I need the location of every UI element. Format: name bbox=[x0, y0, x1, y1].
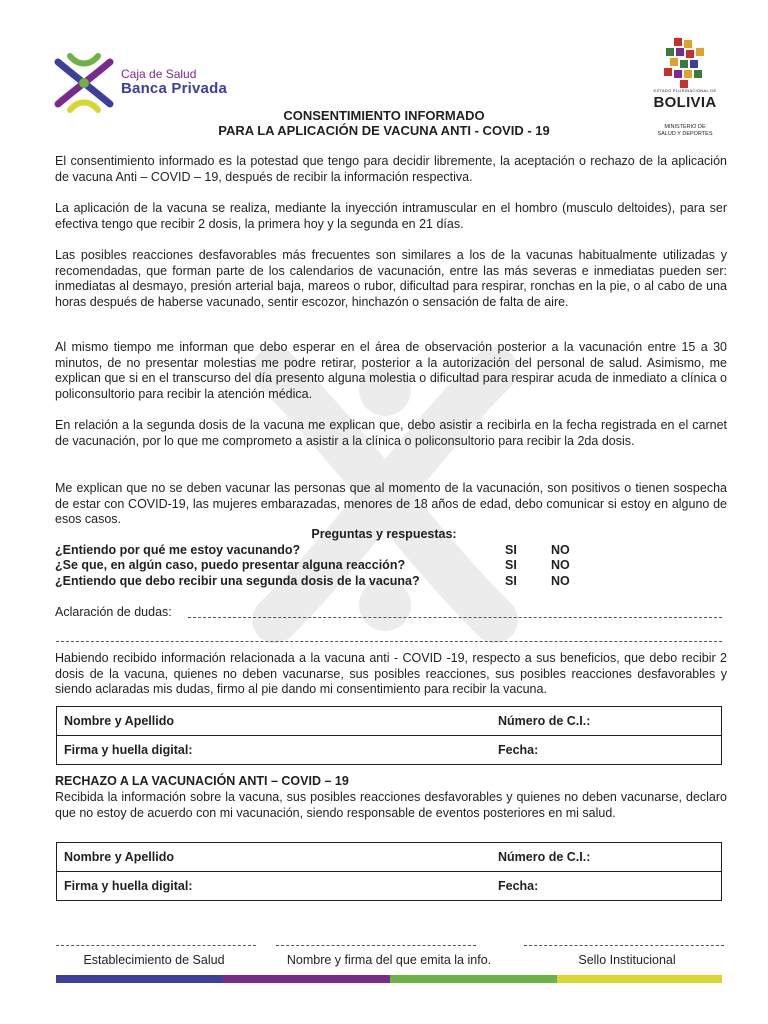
consent-ci-field[interactable]: Número de C.I.: bbox=[491, 707, 722, 736]
brand-subtitle: Caja de Salud bbox=[121, 67, 197, 81]
paragraph-observation: Al mismo tiempo me informan que debo esperar en el área de observación posterior a la vacunación entre 15 a 30 minutos, de no presentar molestias me podre retirar, posterior a la autorización del personal de salud. Asimismo, me explican que si en el transcurso del día presento alguna molestia o dificultad para respirar acuda de inmediato a clínica o policonsultorio para recibir la atención médica. bbox=[55, 340, 727, 401]
question-3: ¿Entiendo que debo recibir una segunda dosis de la vacuna? bbox=[55, 574, 420, 588]
question-2-no[interactable]: NO bbox=[551, 558, 570, 572]
rejection-title: RECHAZO A LA VACUNACIÓN ANTI – COVID – 19 bbox=[55, 774, 349, 788]
signature-line-seal[interactable] bbox=[524, 945, 724, 946]
gov-ministry-line1: MINISTERIO DE bbox=[664, 124, 706, 130]
question-2: ¿Se que, en algún caso, puedo presentar alguna reacción? bbox=[55, 558, 406, 572]
footer-bar-green bbox=[390, 975, 557, 983]
signature-label-seal: Sello Institucional bbox=[578, 953, 676, 967]
document-title-line2: PARA LA APLICACIÓN DE VACUNA ANTI - COVID - 19 bbox=[218, 123, 550, 138]
gov-name: BOLIVIA bbox=[653, 94, 717, 111]
bolivia-emblem-icon bbox=[662, 38, 708, 88]
doubts-label: Aclaración de dudas: bbox=[55, 605, 172, 619]
rejection-form-table bbox=[56, 842, 722, 901]
consent-signature-field[interactable]: Firma y huella digital: bbox=[57, 736, 492, 765]
signature-label-issuer: Nombre y firma del que emita la info. bbox=[286, 953, 492, 967]
question-3-yes[interactable]: SI bbox=[505, 574, 517, 588]
paragraph-intro: El consentimiento informado es la potestad que tengo para decidir libremente, la aceptación o rechazo de la aplicación de vacuna Anti – COVID – 19, después de recibir la información respectiva. bbox=[55, 154, 727, 184]
brand-title: Banca Privada bbox=[121, 80, 227, 97]
consent-paragraph: Habiendo recibido información relacionada a la vacuna anti - COVID -19, respecto a sus beneficios, que debo recibir 2 dosis de la vacuna, quienes no deben vacunarse, sus posibles reacciones, sus posibles reacciones desfavorables y siendo aclaradas mis dudas, firmo al pie dando mi consentimiento para recibir la vacuna. bbox=[55, 651, 727, 696]
gov-small-label: ESTADO PLURINACIONAL DE bbox=[653, 88, 717, 93]
consent-name-field[interactable]: Nombre y Apellido bbox=[57, 707, 492, 736]
question-3-no[interactable]: NO bbox=[551, 574, 570, 588]
question-1: ¿Entiendo por qué me estoy vacunando? bbox=[55, 543, 301, 557]
doubts-line-1[interactable] bbox=[188, 617, 722, 618]
question-2-yes[interactable]: SI bbox=[505, 558, 517, 572]
rejection-date-field[interactable]: Fecha: bbox=[491, 872, 722, 901]
paragraph-application: La aplicación de la vacuna se realiza, mediante la inyección intramuscular en el hombro (musculo deltoides), para ser efectiva tengo que recibir 2 dosis, la primera hoy y la segunda en 21 días. bbox=[55, 201, 727, 231]
paragraph-reactions: Las posibles reacciones desfavorables más frecuentes son similares a los de la vacunas habitualmente utilizadas y recomendadas, que forman parte de los calendarios de vacunación, entre las más severas e inmediatas pueden ser: inmediatas al desmayo, presión arterial baja, mareos o rubor, dificultad para respirar, ronchas en la pie, o al cabo de una horas después de haberse vacunado, sentir escozor, hinchazón o sensación de falta de aire. bbox=[55, 248, 727, 309]
doubts-line-2[interactable] bbox=[56, 641, 722, 642]
signature-line-establishment[interactable] bbox=[56, 945, 256, 946]
question-1-no[interactable]: NO bbox=[551, 543, 570, 557]
paragraph-second-dose: En relación a la segunda dosis de la vacuna me explican que, debo asistir a recibirla en la fecha registrada en el carnet de vacunación, por lo que me comprometo a asistir a la clínica o policonsultorio para recibir la 2da dosis. bbox=[55, 418, 727, 448]
document-title-line1: CONSENTIMIENTO INFORMADO bbox=[283, 108, 485, 123]
footer-bar-yellow bbox=[557, 975, 722, 983]
gov-ministry-line2: SALUD Y DEPORTES bbox=[657, 131, 713, 137]
rejection-paragraph: Recibida la información sobre la vacuna, sus posibles reacciones desfavorables y quienes no deben vacunarse, declaro que no estoy de acuerdo con mi vacunación, siendo responsable de eventos posteriores en mi salud. bbox=[55, 790, 727, 820]
footer-bar-blue bbox=[56, 975, 223, 983]
qa-heading: Preguntas y respuestas: bbox=[311, 527, 457, 541]
rejection-ci-field[interactable]: Número de C.I.: bbox=[491, 843, 722, 872]
consent-form-table bbox=[56, 706, 722, 765]
signature-line-issuer[interactable] bbox=[276, 945, 476, 946]
question-1-yes[interactable]: SI bbox=[505, 543, 517, 557]
caja-salud-logo-icon bbox=[52, 52, 116, 114]
signature-label-establishment: Establecimiento de Salud bbox=[83, 953, 225, 967]
rejection-name-field[interactable]: Nombre y Apellido bbox=[57, 843, 492, 872]
consent-date-field[interactable]: Fecha: bbox=[491, 736, 722, 765]
paragraph-contraindications: Me explican que no se deben vacunar las personas que al momento de la vacunación, son positivos o tienen sospecha de estar con COVID-19, las mujeres embarazadas, menores de 18 años de edad, debo comunicar si estoy en alguno de esos casos. bbox=[55, 481, 727, 526]
rejection-signature-field[interactable]: Firma y huella digital: bbox=[57, 872, 492, 901]
footer-bar-purple bbox=[223, 975, 390, 983]
